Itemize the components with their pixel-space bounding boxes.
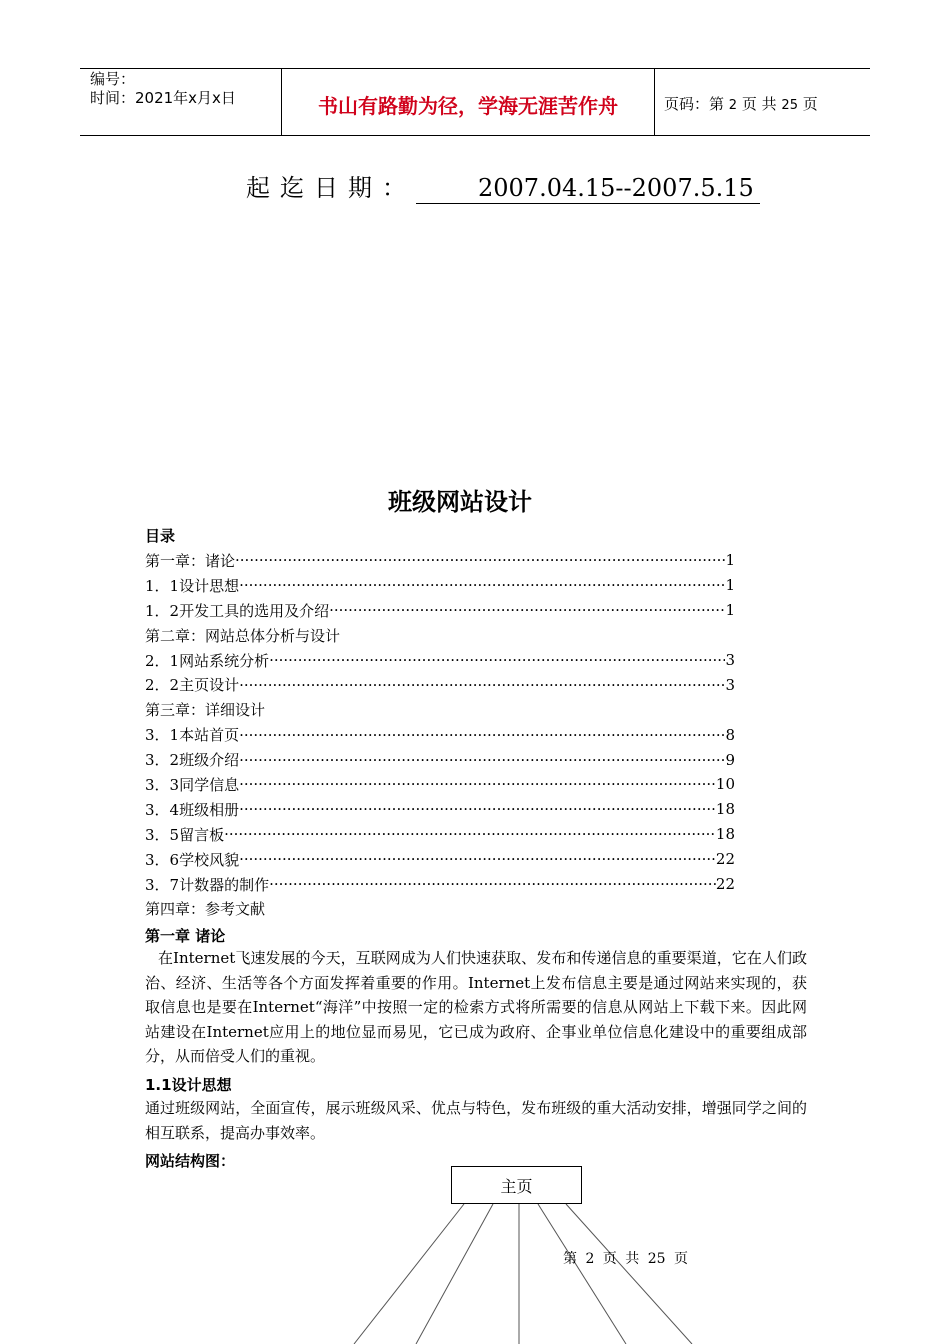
page-total: 25 <box>781 98 798 113</box>
page-suffix: 页 <box>802 95 818 113</box>
chapter1-paragraph: 在Internet飞速发展的今天，互联网成为人们快速获取、发布和传递信息的重要渠道，它在人们政治、经济、生活等各个方面发挥着重要的作用。Internet上发布信息主要是通过网站来实现的，获取信息也是要在Internet“海洋”中按照一定的检索方式将所需要的信息从网站上下载下来。因此网站建设在Internet应用上的地位显而易见，它已成为政府、企事业单位信息化建设中的重要组成部分，从而倍受人们的重视。 <box>145 949 807 1065</box>
toc-item-page: 18 <box>715 825 735 844</box>
toc-item-text: 3．7计数器的制作 <box>145 875 270 894</box>
toc-item-text: 2．1网站系统分析 <box>145 651 270 670</box>
toc-item-text: 第二章：网站总体分析与设计 <box>145 626 341 645</box>
toc-item-text: 1．1设计思想 <box>145 576 240 595</box>
toc-item-text: 3．5留言板 <box>145 825 225 844</box>
toc-heading: 目录 <box>145 527 176 545</box>
toc-item-text: 3．1本站首页 <box>145 726 240 745</box>
structure-heading: 网站结构图： <box>145 1152 236 1170</box>
toc-item-text: 3．4班级相册 <box>145 800 240 819</box>
number-label: 编号： <box>90 70 136 88</box>
toc-item-page: 18 <box>715 800 735 819</box>
homepage-node: 主页 <box>451 1166 582 1204</box>
toc-item-page: 9 <box>725 750 735 769</box>
toc-item-page: 8 <box>725 725 735 744</box>
section11-heading: 1.1设计思想 <box>145 1076 232 1094</box>
section11-paragraph: 通过班级网站，全面宣传，展示班级风采、优点与特色，发布班级的重大活动安排，增强同学之间的相互联系，提高办事效率。 <box>145 1099 807 1142</box>
page-prefix: 页码：第 <box>664 95 725 113</box>
branch-line <box>566 1204 692 1344</box>
chapter1-heading: 第一章 诸论 <box>145 927 226 945</box>
branch-line <box>354 1204 464 1344</box>
toc-item-page: 3 <box>725 675 735 694</box>
toc-item-page: 3 <box>725 651 735 669</box>
toc-item-text: 第四章：参考文献 <box>145 900 266 919</box>
page-mid: 页 共 <box>741 95 777 113</box>
toc-item-text: 3．3同学信息 <box>145 775 240 794</box>
toc-item-page: 10 <box>715 775 735 794</box>
branch-line <box>538 1204 626 1344</box>
toc-item-text: 1．2开发工具的选用及介绍 <box>145 601 330 620</box>
toc-item-text: 第一章：诸论 <box>145 551 236 570</box>
time-label: 时间：2021年x月x日 <box>90 89 236 107</box>
toc-item-page: 22 <box>715 850 735 869</box>
date-label: 起迄日期： <box>246 174 416 202</box>
toc-item-page: 1 <box>725 551 735 570</box>
document-title: 班级网站设计 <box>388 488 532 516</box>
date-value: 2007.04.15--2007.5.15 <box>416 173 760 204</box>
toc-item-page: 22 <box>715 875 735 894</box>
toc-item-text: 3．6学校风貌 <box>145 850 240 869</box>
toc-item-page: 1 <box>725 601 735 620</box>
toc-item-page: 1 <box>725 576 735 595</box>
toc-item-text: 第三章：详细设计 <box>145 701 266 720</box>
page-footer: 第 2 页 共 25 页 <box>563 1251 688 1267</box>
toc-item-text: 2．2主页设计 <box>145 676 240 695</box>
toc-item-text: 3．2班级介绍 <box>145 751 240 770</box>
branch-line <box>416 1204 493 1344</box>
page-number: 2 <box>728 98 738 113</box>
header-motto: 书山有路勤为径，学海无涯苦作舟 <box>318 94 618 118</box>
